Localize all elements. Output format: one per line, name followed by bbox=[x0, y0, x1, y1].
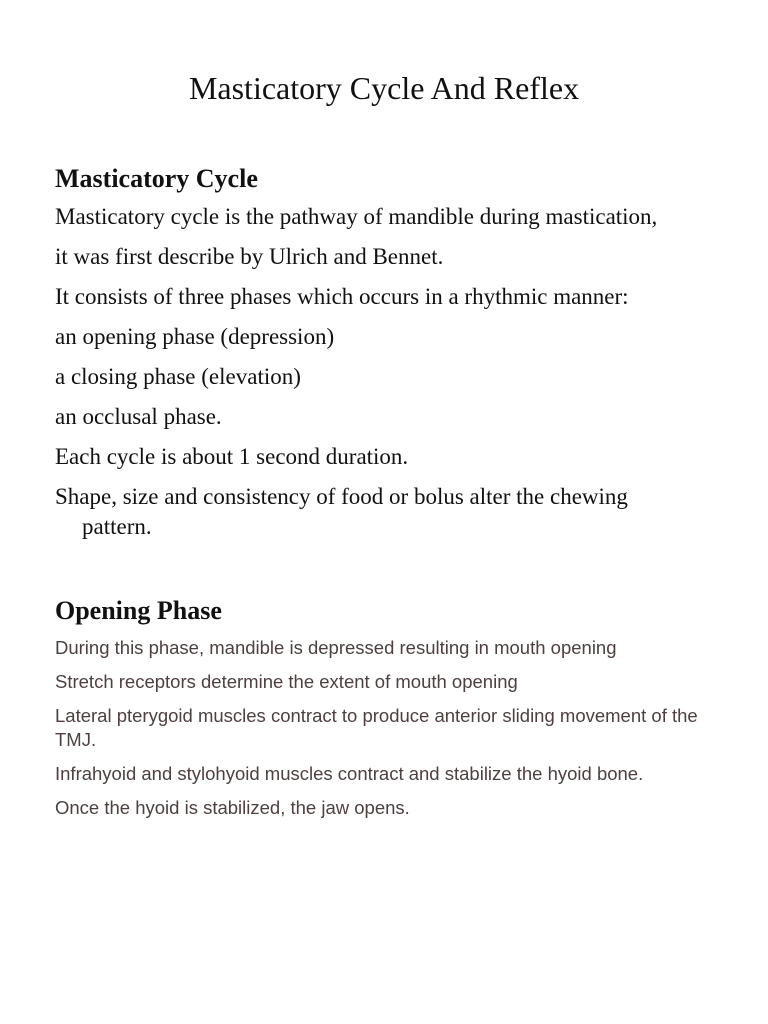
paragraph-line: Stretch receptors determine the extent of mouth opening bbox=[55, 671, 518, 692]
page-title: Masticatory Cycle And Reflex bbox=[188, 70, 580, 106]
paragraph-line: a closing phase (elevation) bbox=[55, 364, 301, 389]
section-masticatory-cycle bbox=[55, 162, 745, 552]
paragraph-line: Masticatory cycle is the pathway of mandible during mastication, bbox=[55, 204, 658, 229]
paragraph-line: Shape, size and consistency of food or bolus alter the chewing pattern. bbox=[55, 484, 628, 539]
section-heading: Opening Phase bbox=[55, 596, 222, 625]
section-opening-phase bbox=[55, 594, 745, 830]
paragraph-list bbox=[55, 636, 745, 820]
paragraph-line: Each cycle is about 1 second duration. bbox=[55, 444, 409, 469]
paragraph-line: Once the hyoid is stabilized, the jaw opens. bbox=[55, 797, 410, 818]
paragraph-line: an occlusal phase. bbox=[55, 404, 222, 429]
paragraph-list bbox=[55, 202, 745, 542]
paragraph-line: During this phase, mandible is depressed resulting in mouth opening bbox=[55, 637, 617, 658]
paragraph-line: Lateral pterygoid muscles contract to produce anterior sliding movement of the TMJ. bbox=[55, 705, 698, 750]
paragraph-line: an opening phase (depression) bbox=[55, 324, 335, 349]
paragraph-line: it was first describe by Ulrich and Bennet. bbox=[55, 244, 444, 269]
paragraph-line: Infrahyoid and stylohyoid muscles contract and stabilize the hyoid bone. bbox=[55, 763, 644, 784]
section-heading: Masticatory Cycle bbox=[55, 164, 258, 193]
paragraph-line: It consists of three phases which occurs in a rhythmic manner: bbox=[55, 284, 629, 309]
